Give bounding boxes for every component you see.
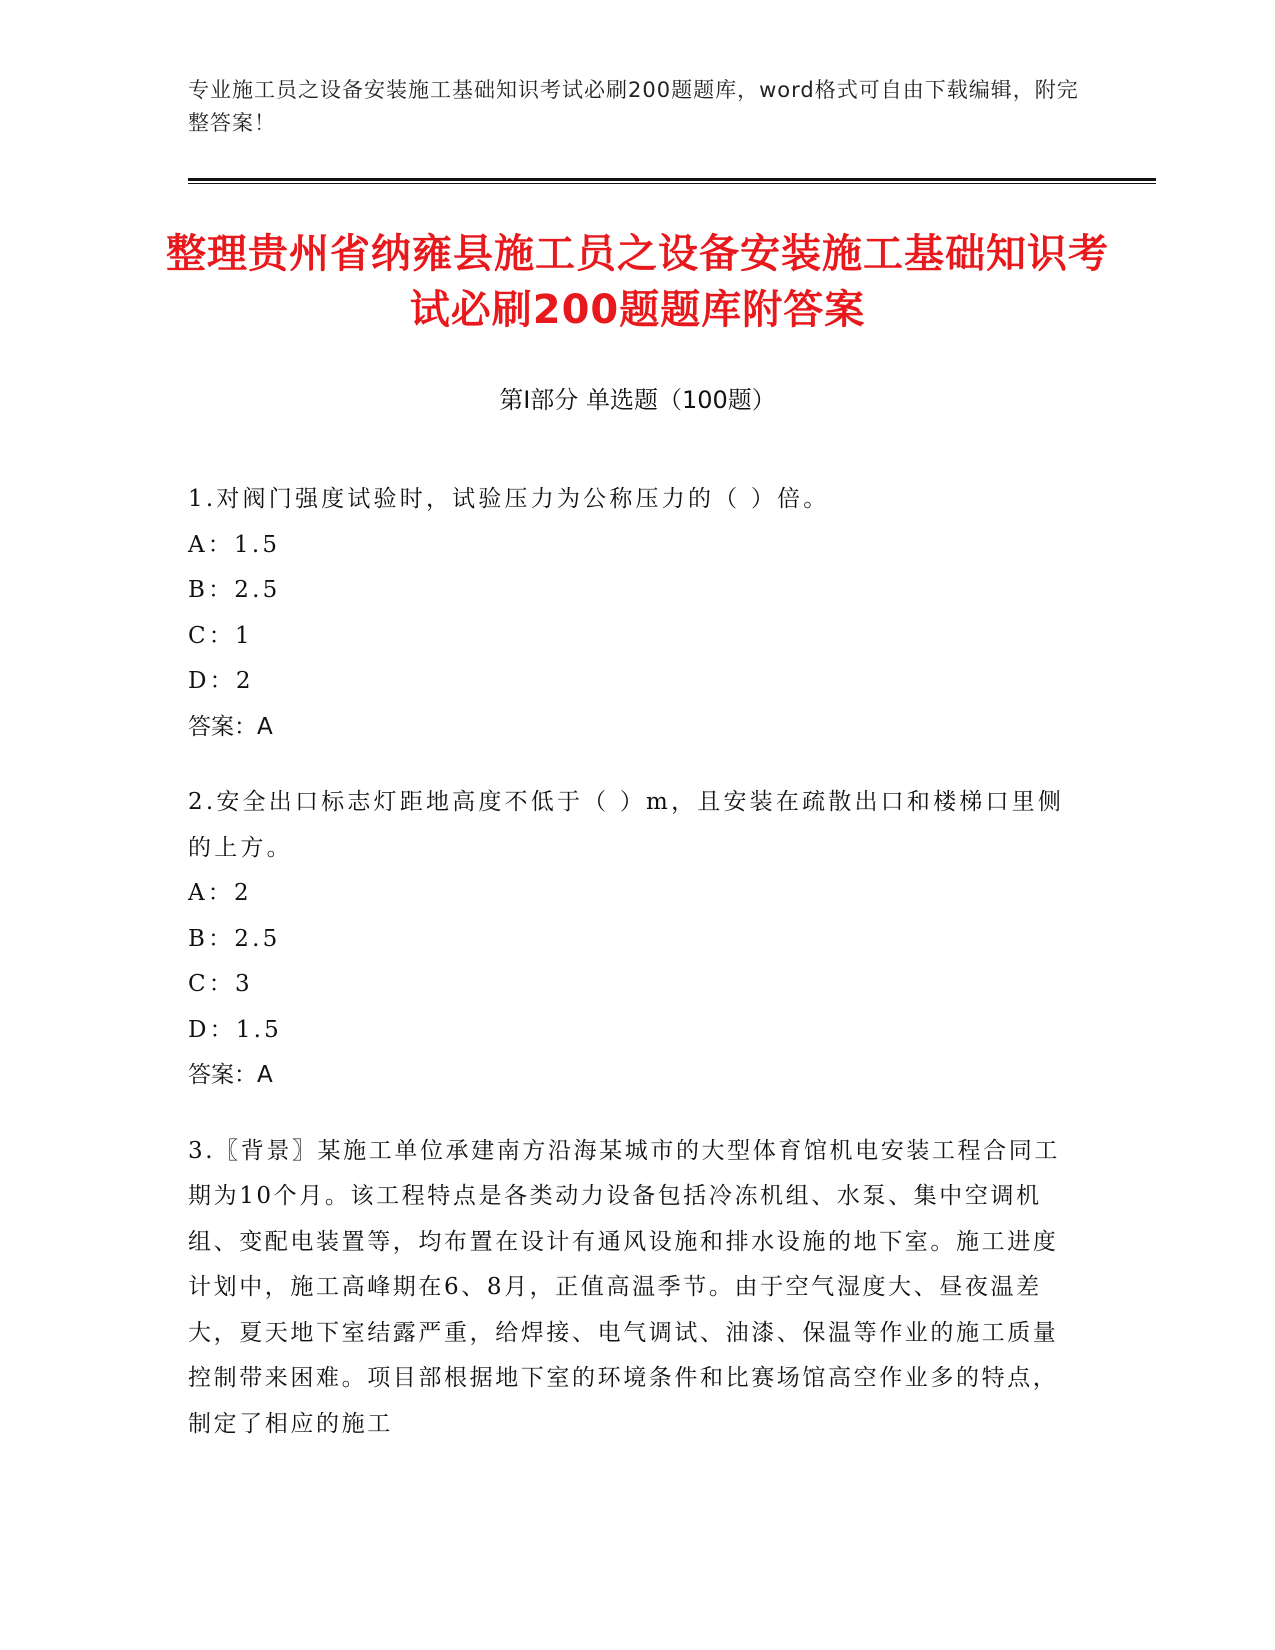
document-title: 整理贵州省纳雍县施工员之设备安装施工基础知识考试必刷200题题库附答案 [166, 231, 1109, 333]
option-b: B：2.5 [188, 925, 281, 952]
header-divider-thin [188, 183, 1156, 184]
option-c: C：1 [188, 622, 253, 649]
section-heading: 第Ⅰ部分 单选题（100题） [499, 386, 776, 414]
option-d: D：2 [188, 668, 254, 694]
question-stem: 1.对阀门强度试验时，试验压力为公称压力的（ ）倍。 [188, 486, 830, 512]
question-stem: 3.〖背景〗某施工单位承建南方沿海某城市的大型体育馆机电安装工程合同工期为10个月。该工程特点是各类动力设备包括冷冻机组、水泵、集中空调机组、变配电装置等，均布置在设计有通风设施和排水设施的地下室。施工进度计划中，施工高峰期在6、8月，正值高温季节。由于空气湿度大、昼夜温差大，夏天地下室结露严重，给焊接、电气调试、油漆、保温等作业的施工质量控制带来困难。项目部根据地下室的环境条件和比赛场馆高空作业多的特点，制定了相应的施工 [188, 1137, 1060, 1437]
question-list [188, 477, 1068, 1477]
option-d: D：1.5 [188, 1016, 283, 1043]
header-note: 专业施工员之设备安装施工基础知识考试必刷200题题库，word格式可自由下载编辑，附完整答案！ [188, 78, 1079, 135]
option-a: A：2 [188, 880, 252, 906]
header-divider [188, 178, 1156, 181]
option-c: C：3 [188, 971, 253, 997]
answer-line: 答案：A [188, 713, 273, 740]
option-a: A：1.5 [188, 531, 281, 558]
question-item [188, 477, 1068, 750]
option-b: B：2.5 [188, 577, 281, 603]
question-item [188, 1129, 1068, 1448]
question-item [188, 780, 1068, 1099]
answer-line: 答案：A [188, 1062, 273, 1088]
question-stem: 2.安全出口标志灯距地高度不低于（ ）m，且安装在疏散出口和楼梯口里侧的上方。 [188, 789, 1065, 861]
